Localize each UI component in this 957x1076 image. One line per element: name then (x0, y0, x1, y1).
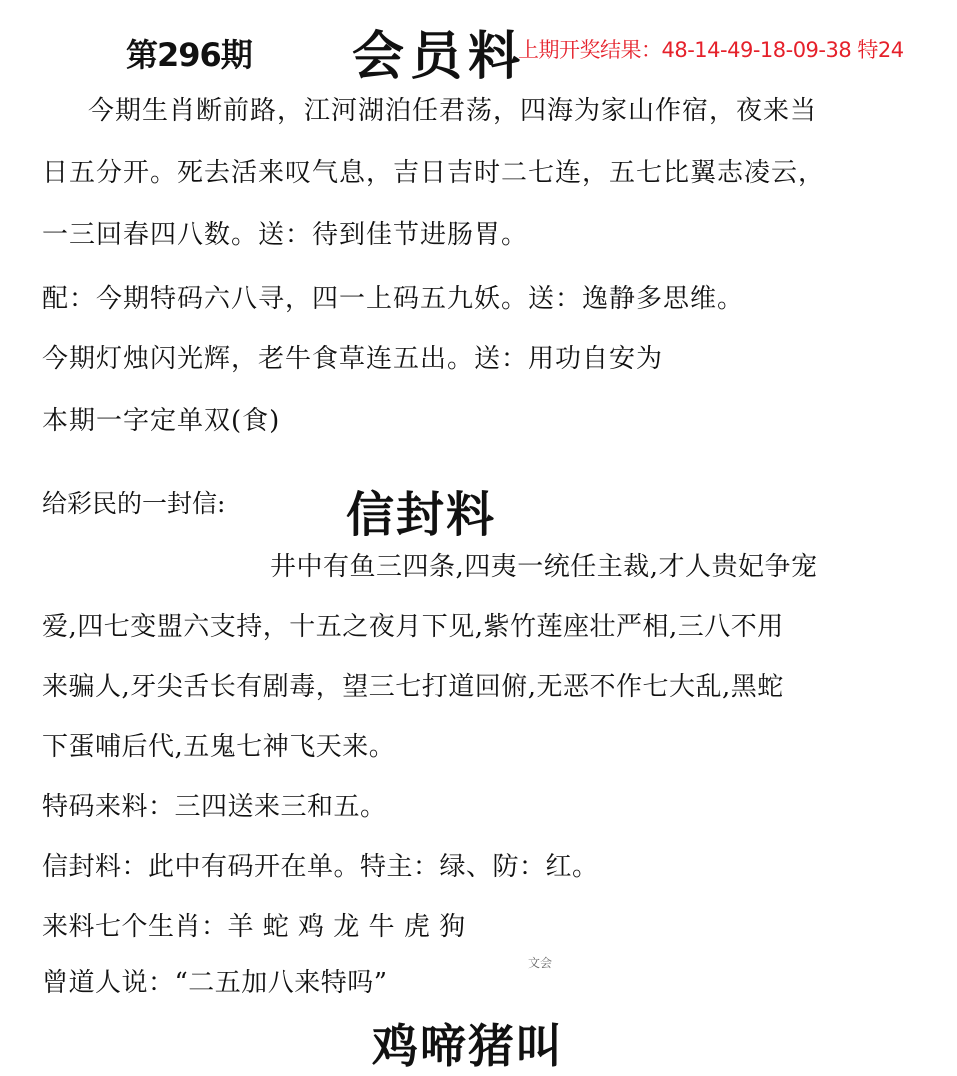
letter-line-1: 井中有鱼三四条,四夷一统任主裁,才人贵妃争宠 (270, 552, 818, 582)
page-title: 会员料 (352, 26, 527, 87)
issue-number: 第296期 (126, 36, 252, 74)
stray-mark: 文会 (528, 956, 553, 970)
letter-line-7: 来料七个生肖：羊 蛇 鸡 龙 牛 虎 狗 (42, 912, 466, 942)
member-line-4: 配：今期特码六八寻，四一上码五九妖。送：逸静多思维。 (42, 284, 745, 314)
last-draw-result: 上期开奖结果：48-14-49-18-09-38 特24 (518, 38, 904, 62)
letter-label: 给彩民的一封信: (42, 489, 226, 518)
member-line-6: 本期一字定单双(食) (42, 406, 281, 436)
letter-line-5: 特码来料：三四送来三和五。 (42, 792, 387, 822)
letter-line-2: 爱,四七变盟六支持，十五之夜月下见,紫竹莲座壮严相,三八不用 (42, 612, 784, 642)
letter-line-3: 来骗人,牙尖舌长有剧毒，望三七打道回俯,无恶不作七大乱,黑蛇 (42, 672, 784, 702)
letter-line-8: 曾道人说：“二五加八来特吗” (42, 968, 388, 998)
letter-title: 信封料 (346, 487, 497, 543)
footer-slogan: 鸡啼猪叫 (372, 1019, 564, 1073)
member-line-5: 今期灯烛闪光辉，老牛食草连五出。送：用功自安为 (42, 344, 664, 374)
letter-line-4: 下蛋哺后代,五鬼七神飞天来。 (42, 732, 396, 762)
letter-line-6: 信封料：此中有码开在单。特主：绿、防：红。 (42, 852, 599, 882)
member-line-1: 今期生肖断前路，江河湖泊任君荡，四海为家山作宿，夜来当 (88, 96, 818, 126)
member-line-2: 日五分开。死去活来叹气息，吉日吉时二七连，五七比翼志凌云， (42, 158, 826, 188)
member-line-3: 一三回春四八数。送：待到佳节进肠胃。 (42, 220, 529, 250)
